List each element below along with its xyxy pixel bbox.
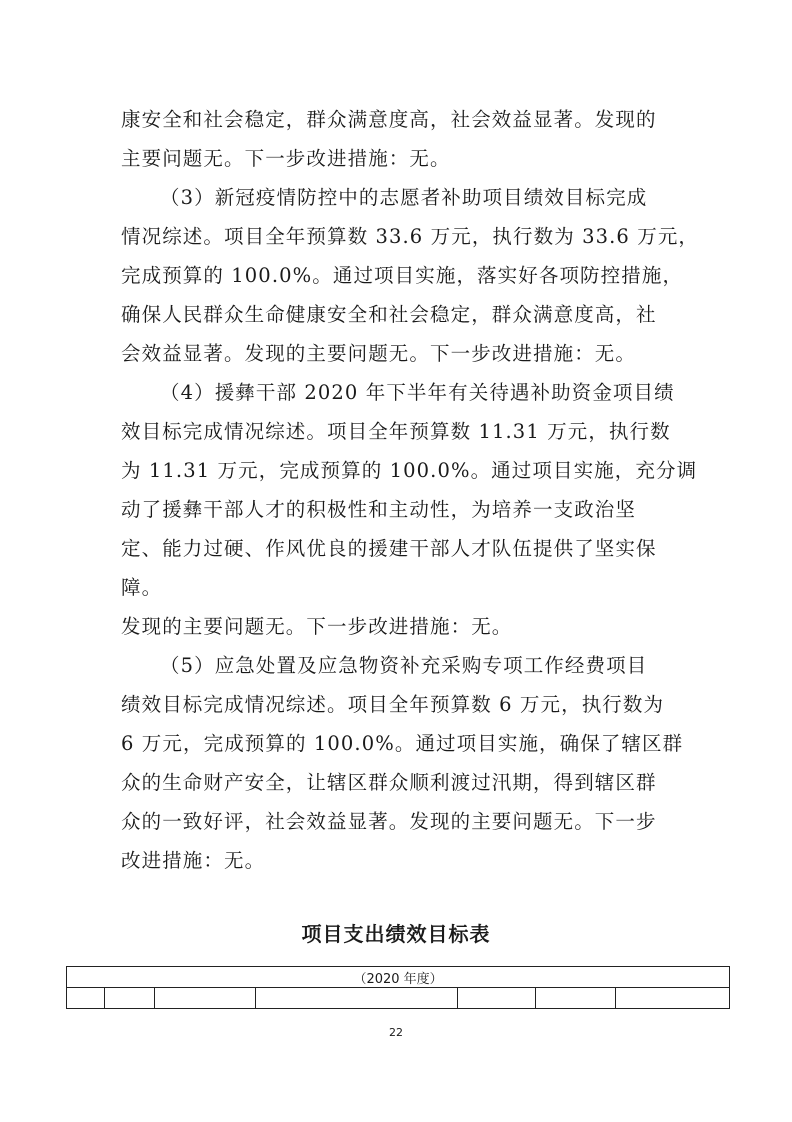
table-cell — [155, 988, 256, 1009]
table-row — [67, 988, 730, 1009]
body-text-line: 康安全和社会稳定，群众满意度高，社会效益显著。发现的 — [121, 108, 657, 131]
table-cell — [616, 988, 730, 1009]
body-text-line: 绩效目标完成情况综述。项目全年预算数 6 万元，执行数为 — [121, 693, 665, 716]
body-text-line: 会效益显著。发现的主要问题无。下一步改进措施：无。 — [121, 342, 637, 365]
body-text-line: （3）新冠疫情防控中的志愿者补助项目绩效目标完成 — [160, 186, 648, 209]
table-cell — [67, 988, 105, 1009]
year-label: （2020 年度） — [67, 967, 730, 988]
body-text-line: （4）援彝干部 2020 年下半年有关待遇补助资金项目绩 — [160, 381, 675, 404]
body-text-line: 确保人民群众生命健康安全和社会稳定，群众满意度高，社 — [121, 303, 657, 326]
body-text-line: 6 万元，完成预算的 100.0%。通过项目实施，确保了辖区群 — [121, 732, 684, 755]
body-text-line: 障。 — [121, 576, 163, 599]
body-text-line: 改进措施：无。 — [121, 849, 266, 872]
body-text-line: 完成预算的 100.0%。通过项目实施，落实好各项防控措施， — [121, 264, 684, 287]
body-text-line: 发现的主要问题无。下一步改进措施：无。 — [121, 615, 513, 638]
table-title: 项目支出绩效目标表 — [301, 922, 491, 946]
page-number: 22 — [389, 1026, 403, 1039]
body-text-line: 定、能力过硬、作风优良的援建干部人才队伍提供了坚实保 — [121, 537, 657, 560]
body-text-line: 众的一致好评，社会效益显著。发现的主要问题无。下一步 — [121, 810, 657, 833]
body-text-line: 效目标完成情况综述。项目全年预算数 11.31 万元，执行数 — [121, 420, 671, 443]
table-cell — [536, 988, 616, 1009]
body-text-line: （5）应急处置及应急物资补充采购专项工作经费项目 — [160, 654, 648, 677]
body-text-line: 情况综述。项目全年预算数 33.6 万元，执行数为 33.6 万元， — [121, 225, 700, 248]
table-cell — [458, 988, 536, 1009]
performance-table — [66, 966, 730, 1009]
body-text-line: 众的生命财产安全，让辖区群众顺利渡过汛期，得到辖区群 — [121, 771, 657, 794]
body-text-line: 主要问题无。下一步改进措施：无。 — [121, 147, 451, 170]
table-row — [67, 967, 730, 988]
body-text-line: 动了援彝干部人才的积极性和主动性，为培养一支政治坚 — [121, 498, 637, 521]
table-cell — [105, 988, 155, 1009]
table-cell — [256, 988, 458, 1009]
body-text-line: 为 11.31 万元，完成预算的 100.0%。通过项目实施，充分调 — [121, 459, 698, 482]
